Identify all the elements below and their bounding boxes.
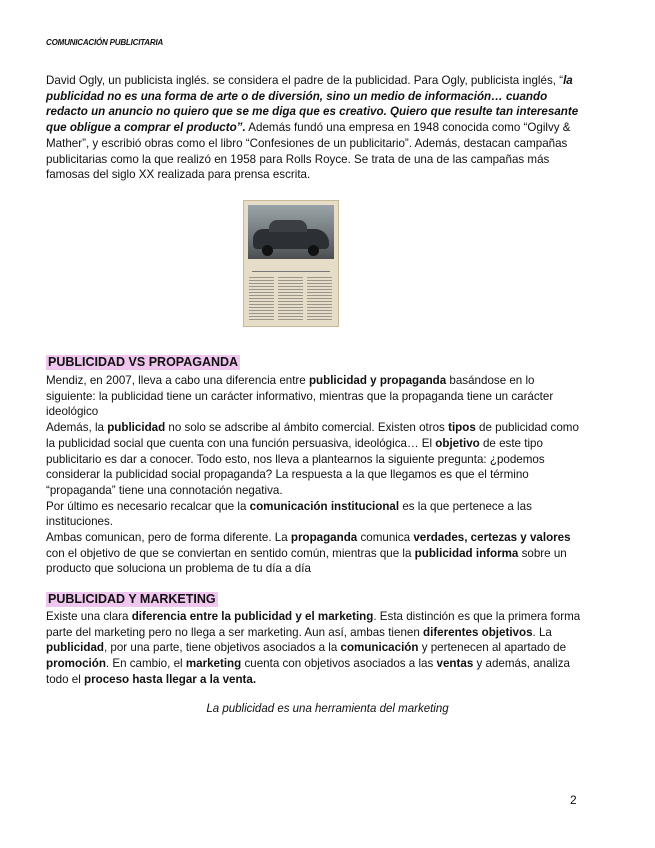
body-paragraph bbox=[46, 530, 586, 577]
italic-note: La publicidad es una herramienta del marketing bbox=[206, 703, 449, 715]
text-run: Mendiz, en 2007, lleva a cabo una diferencia entre bbox=[46, 374, 309, 387]
bold-term: diferencia entre la publicidad y el marketing bbox=[131, 610, 374, 623]
text-run: . La bbox=[532, 625, 552, 639]
body-paragraph bbox=[46, 609, 586, 688]
page-number: 2 bbox=[570, 793, 577, 807]
body-paragraph bbox=[46, 373, 586, 420]
bold-term: marketing bbox=[185, 657, 242, 671]
bold-term: tipos bbox=[448, 421, 476, 435]
bold-term: proceso hasta llegar a la venta. bbox=[84, 672, 257, 686]
bold-term: publicidad bbox=[107, 421, 166, 435]
section-heading-propaganda: PUBLICIDAD VS PROPAGANDA bbox=[48, 355, 239, 369]
text-run: Por último es necesario recalcar que la bbox=[46, 499, 250, 513]
bold-term: comunicación bbox=[340, 641, 419, 655]
text-run: y además, analiza todo el bbox=[46, 657, 570, 686]
text-run: Ambas comunican, pero de forma diferente. La bbox=[46, 531, 291, 545]
section2-body bbox=[46, 609, 586, 688]
section-heading-marketing: PUBLICIDAD Y MARKETING bbox=[48, 592, 216, 606]
body-paragraph bbox=[46, 499, 586, 530]
text-run: con el objetivo de que se conviertan en sentido común, mientras que la bbox=[46, 546, 415, 560]
bold-term: publicidad bbox=[46, 641, 104, 655]
bold-term: diferentes objetivos bbox=[423, 625, 533, 639]
text-run: , por una parte, tiene objetivos asociados a la bbox=[103, 641, 341, 655]
bold-term: verdades, certezas y valores bbox=[413, 531, 571, 545]
ogilvy-quote: la publicidad no es una forma de arte o de diversión, sino un medio de información… cuando redacto un anuncio no quiero que se me diga que es creativo. Quiero que resulte tan interesante que obligue a comprar el producto”. bbox=[46, 74, 579, 135]
text-run: . En cambio, el bbox=[105, 657, 186, 671]
bold-term: promoción bbox=[46, 657, 106, 671]
text-run: no solo se adscribe al ámbito comercial. Existen otros bbox=[165, 421, 449, 435]
text-run: de publicidad como la publicidad social que cuenta con una función persuasiva, ideológica… El bbox=[46, 421, 579, 450]
bold-term: propaganda bbox=[290, 531, 358, 545]
text-run: Existe una clara bbox=[46, 610, 132, 623]
intro-segment: David Ogly, un publicista inglés. se considera el padre de la publicidad. Para Ogly, publicista inglés, “ bbox=[46, 74, 564, 87]
body-paragraph bbox=[46, 420, 586, 499]
intro-segment: Además fundó una empresa en 1948 conocida como “Ogilvy & Mather”, y escribió obras como el libro “Confesiones de un publicitario”. Además, destacan campañas publicitarias como la que realizó en 1958 para Rolls Royce. Se trata de una de las campañas más famosas del siglo XX realizada para prensa escrita. bbox=[46, 121, 571, 182]
text-run: cuenta con objetivos asociados a las bbox=[241, 657, 437, 671]
intro-text bbox=[46, 73, 586, 183]
bold-term: publicidad y propaganda bbox=[308, 374, 447, 387]
text-run: es la que pertenece a las instituciones. bbox=[46, 499, 532, 529]
text-run: basándose en lo siguiente: la publicidad tiene un carácter informativo, mientras que la propaganda tiene un carácter ideológico bbox=[46, 374, 554, 419]
text-run: comunica bbox=[357, 531, 414, 545]
section1-body bbox=[46, 373, 586, 577]
bold-term: ventas bbox=[436, 657, 474, 671]
bold-term: publicidad informa bbox=[414, 546, 519, 560]
running-header: COMUNICACIÓN PUBLICITARIA bbox=[46, 38, 164, 47]
intro-paragraph bbox=[46, 73, 586, 183]
text-run: y pertenecen al apartado de bbox=[418, 641, 567, 655]
bold-term: comunicación institucional bbox=[249, 499, 400, 513]
text-run: . Esta distinción es que la primera forma parte del marketing pero no llega a ser marketing. Aun así, ambas tienen bbox=[46, 610, 581, 639]
bold-term: objetivo bbox=[435, 436, 480, 450]
text-run: de este tipo publicitario es dar a conocer. Todo esto, nos lleva a plantearnos la siguiente pregunta: ¿podemos considerar la publicidad social propaganda? La respuesta a la que llegamos es que el término “propaganda” tiene una connotación negativa. bbox=[46, 436, 545, 497]
text-run: sobre un producto que soluciona un problema de tu día a día bbox=[46, 546, 567, 576]
text-run: Además, la bbox=[46, 421, 108, 435]
rolls-royce-ad-image bbox=[244, 201, 338, 326]
